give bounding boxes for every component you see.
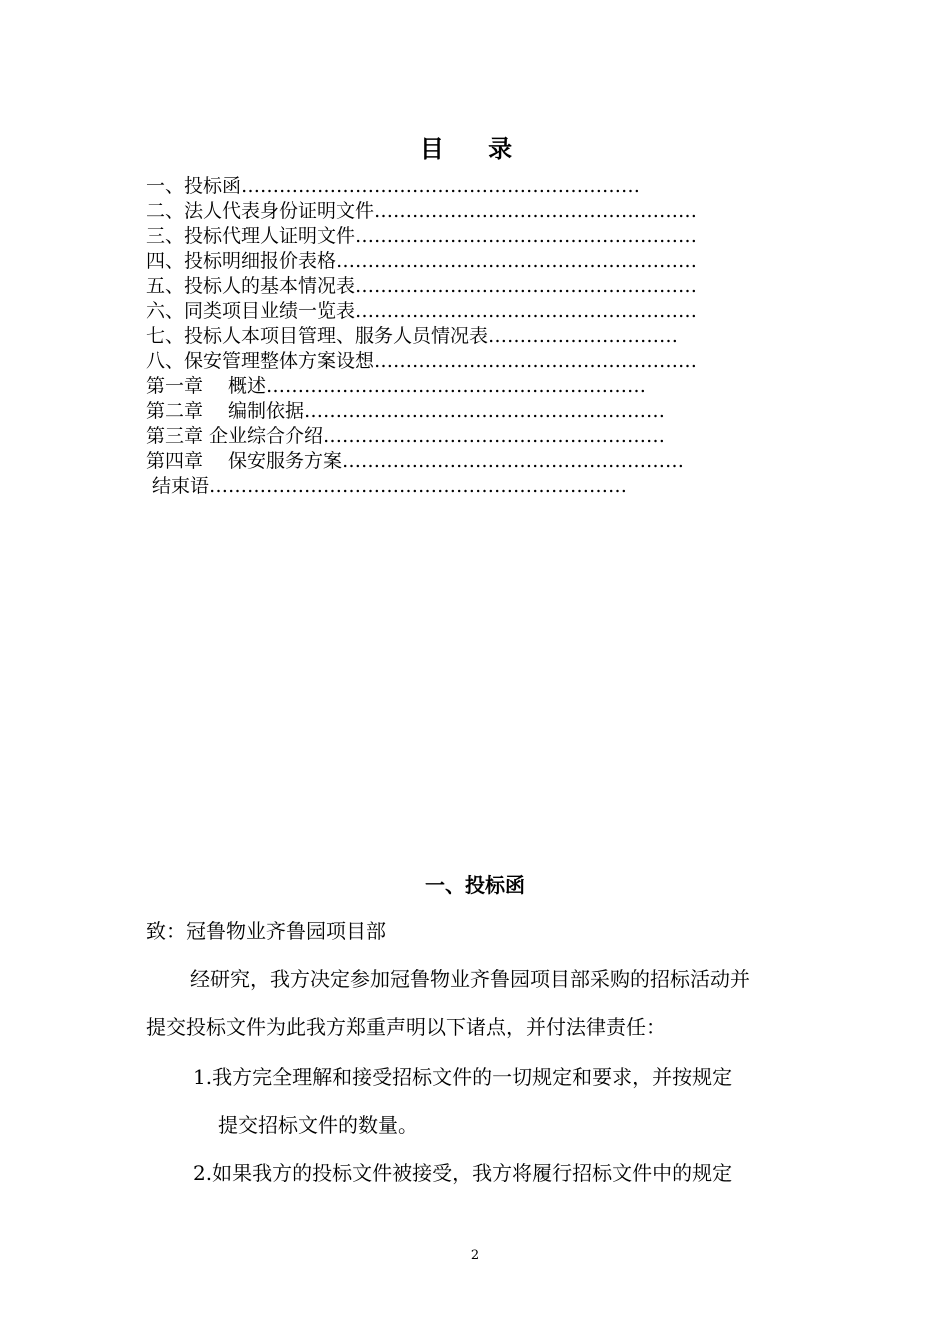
toc-item[interactable] [146, 199, 786, 224]
toc-item[interactable] [146, 424, 786, 449]
toc-item-leader: …………………………………………………… [266, 375, 647, 397]
toc-item-leader: ……………………………………………………… [241, 175, 641, 197]
toc-item-label: 一、投标函 [146, 175, 242, 197]
toc-item-label: 三、投标代理人证明文件 [146, 225, 356, 247]
page-number: 2 [470, 1248, 480, 1263]
intro-line-1: 经研究，我方决定参加冠鲁物业齐鲁园项目部采购的招标活动并 [190, 967, 750, 991]
section-title: 一、投标函 [425, 873, 525, 897]
toc-item-leader: ………………………… [488, 325, 679, 347]
toc-item[interactable] [146, 224, 786, 249]
toc-item[interactable] [146, 249, 786, 274]
item-1-line-1: 1.我方完全理解和接受招标文件的一切规定和要求，并按规定 [193, 1065, 733, 1089]
toc-item-leader: …………………………………………… [374, 350, 698, 372]
toc-item-leader: ………………………………………………………… [209, 475, 628, 497]
intro-line-2: 提交投标文件为此我方郑重声明以下诸点，并付法律责任： [146, 1015, 666, 1039]
toc-item[interactable] [146, 374, 786, 399]
toc-item[interactable] [146, 449, 786, 474]
toc-item-leader: ………………………………………………… [304, 400, 666, 422]
toc-item-label: 二、法人代表身份证明文件 [146, 200, 375, 222]
item-1-line-2: 提交招标文件的数量。 [218, 1113, 418, 1137]
addressee-line: 致：冠鲁物业齐鲁园项目部 [146, 919, 386, 943]
toc-item-label: 结束语 [146, 475, 210, 497]
toc-item[interactable] [146, 399, 786, 424]
toc-item-label: 七、投标人本项目管理、服务人员情况表 [146, 325, 489, 347]
toc-item-label: 第三章 企业综合介绍 [146, 425, 324, 447]
toc-item-leader: ………………………………………………… [336, 250, 698, 272]
toc-item[interactable] [146, 349, 786, 374]
toc-item-label: 八、保安管理整体方案设想 [146, 350, 375, 372]
toc-item-leader: ……………………………………………… [355, 300, 698, 322]
toc-item-label: 五、投标人的基本情况表 [146, 275, 356, 297]
toc-item[interactable] [146, 174, 786, 199]
toc-item-leader: …………………………………………… [374, 200, 698, 222]
toc-item-leader: ……………………………………………… [323, 425, 666, 447]
toc-item-label: 四、投标明细报价表格 [146, 250, 337, 272]
toc-item-label: 第二章 编制依据 [146, 400, 305, 422]
toc-item[interactable] [146, 299, 786, 324]
toc-item[interactable] [146, 474, 786, 499]
table-of-contents [146, 174, 786, 499]
toc-item-label: 第一章 概述 [146, 375, 267, 397]
toc-item-label: 第四章 保安服务方案 [146, 450, 343, 472]
toc-item-leader: ……………………………………………… [355, 225, 698, 247]
toc-item[interactable] [146, 274, 786, 299]
toc-item-leader: ……………………………………………… [342, 450, 685, 472]
toc-title: 目 录 [419, 134, 531, 163]
toc-item[interactable] [146, 324, 786, 349]
toc-item-leader: ……………………………………………… [355, 275, 698, 297]
item-2-line-1: 2.如果我方的投标文件被接受，我方将履行招标文件中的规定 [193, 1161, 733, 1185]
toc-item-label: 六、同类项目业绩一览表 [146, 300, 356, 322]
